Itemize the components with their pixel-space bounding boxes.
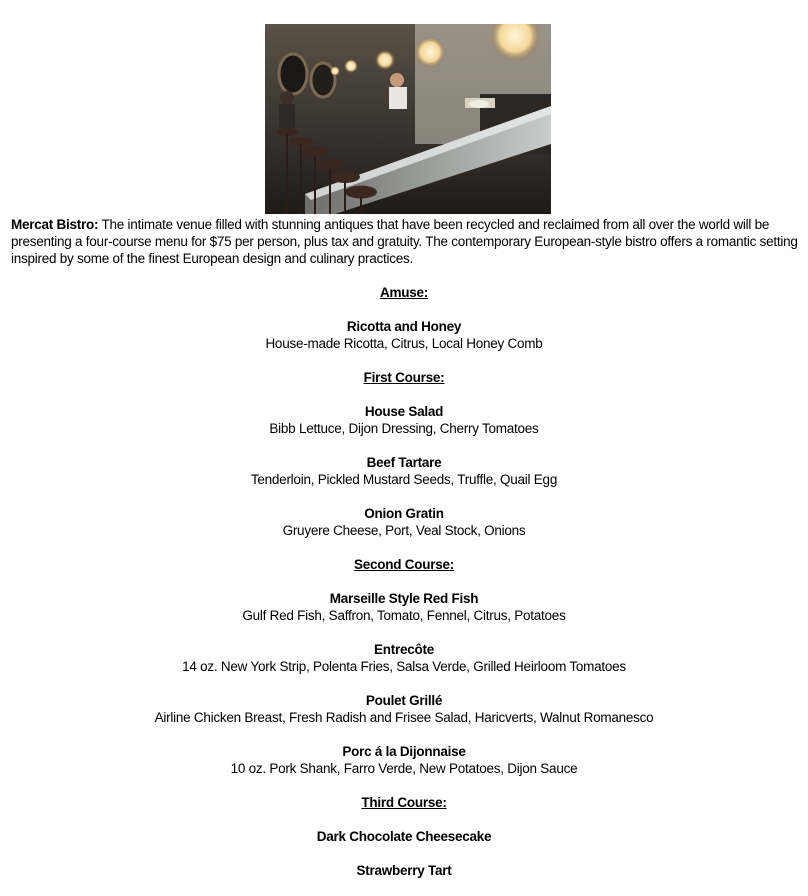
intro-text: The intimate venue filled with stunning antiques that have been recycled and reclaimed from all over the world will be presenting a four-course menu for $75 per person, plus tax and gratuity. The contemporary European-style bistro offers a romantic setting inspired by some of the finest European design and culinary practices.: [11, 217, 798, 266]
dish: [0, 743, 808, 777]
dish-name: Porc á la Dijonnaise: [342, 744, 466, 759]
dish-description: Tenderloin, Pickled Mustard Seeds, Truffle, Quail Egg: [250, 472, 558, 487]
dish: [0, 641, 808, 675]
dish: [0, 318, 808, 352]
section-first-course: [0, 369, 808, 539]
dish-description: Gruyere Cheese, Port, Veal Stock, Onions: [282, 523, 526, 538]
dish-name: House Salad: [364, 404, 444, 419]
dish-name: Entrecôte: [373, 642, 435, 657]
menu: [0, 284, 808, 896]
dish-name: Ricotta and Honey: [346, 319, 462, 334]
dish: [0, 862, 808, 879]
dish: [0, 828, 808, 845]
dish: [0, 692, 808, 726]
dish-description: House-made Ricotta, Citrus, Local Honey Comb: [265, 336, 543, 351]
dish-name: Strawberry Tart: [356, 863, 452, 878]
dish-name: Onion Gratin: [364, 506, 444, 521]
dish-name: Marseille Style Red Fish: [329, 591, 479, 606]
section-heading: Second Course:: [353, 557, 455, 572]
dish-name: Poulet Grillé: [365, 693, 443, 708]
section-third-course: [0, 794, 808, 879]
dish: [0, 590, 808, 624]
dish-name: Dark Chocolate Cheesecake: [316, 829, 492, 844]
venue-name: Mercat Bistro:: [11, 217, 99, 232]
section-second-course: [0, 556, 808, 777]
dish: [0, 403, 808, 437]
section-heading: Third Course:: [361, 795, 447, 810]
intro-paragraph: [11, 216, 807, 267]
section-heading: Amuse:: [379, 285, 428, 300]
dish-description: Airline Chicken Breast, Fresh Radish and Frisee Salad, Haricverts, Walnut Romanesco: [154, 710, 654, 725]
section-heading: First Course:: [363, 370, 445, 385]
dish-name: Beef Tartare: [366, 455, 442, 470]
dish-description: 14 oz. New York Strip, Polenta Fries, Salsa Verde, Grilled Heirloom Tomatoes: [182, 659, 626, 674]
dish-description: Gulf Red Fish, Saffron, Tomato, Fennel, Citrus, Potatoes: [242, 608, 566, 623]
dish: [0, 505, 808, 539]
dish: [0, 454, 808, 488]
section-amuse: [0, 284, 808, 352]
bistro-photo: [265, 24, 551, 214]
dish-description: Bibb Lettuce, Dijon Dressing, Cherry Tomatoes: [269, 421, 539, 436]
dish-description: 10 oz. Pork Shank, Farro Verde, New Potatoes, Dijon Sauce: [230, 761, 578, 776]
